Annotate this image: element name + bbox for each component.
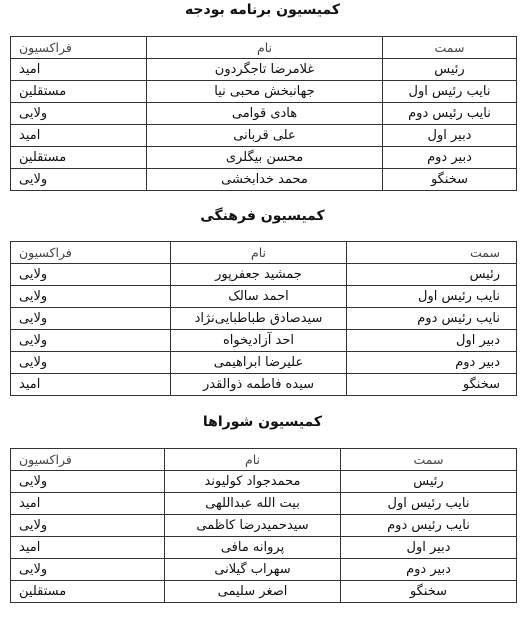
section-title-cultural: کمیسیون فرهنگی (200, 208, 325, 224)
name-cell: جهانبخش محبی نیا (147, 81, 383, 103)
role-cell: دبیر دوم (347, 352, 517, 374)
faction-cell: ولایی (11, 330, 171, 352)
table-row (11, 493, 517, 515)
table-row (11, 264, 517, 286)
faction-cell: امید (11, 537, 165, 559)
name-cell: جمشید جعفرپور (171, 264, 347, 286)
name-cell: علیرضا ابراهیمی (171, 352, 347, 374)
table-row (11, 125, 517, 147)
role-cell: نایب رئیس دوم (341, 515, 517, 537)
faction-cell: ولایی (11, 559, 165, 581)
table-header-row (11, 242, 517, 264)
role-cell: رئیس (383, 59, 517, 81)
table-row (11, 352, 517, 374)
section-title-budget: کمیسیون برنامه بودجه (184, 2, 341, 18)
header-name: نام (165, 449, 341, 471)
table-row (11, 103, 517, 125)
name-cell: هادی قوامی (147, 103, 383, 125)
faction-cell: ولایی (11, 471, 165, 493)
name-cell: بیت الله عبداللهی (165, 493, 341, 515)
name-cell: سیدحمیدرضا کاظمی (165, 515, 341, 537)
name-cell: غلامرضا تاجگردون (147, 59, 383, 81)
role-cell: سخنگو (347, 374, 517, 396)
header-faction: فراکسیون (11, 449, 165, 471)
table-row (11, 537, 517, 559)
role-cell: دبیر اول (341, 537, 517, 559)
name-cell: سیدصادق طباطبایی‌نژاد (171, 308, 347, 330)
councils-commission-table (10, 448, 517, 603)
faction-cell: امید (11, 374, 171, 396)
name-cell: محمدجواد کولیوند (165, 471, 341, 493)
name-cell: پروانه مافی (165, 537, 341, 559)
role-cell: رئیس (347, 264, 517, 286)
role-cell: سخنگو (383, 169, 517, 191)
name-cell: سهراب گیلانی (165, 559, 341, 581)
role-cell: نایب رئیس دوم (347, 308, 517, 330)
header-role: سمت (341, 449, 517, 471)
section-title-councils: کمیسیون شوراها (202, 414, 323, 430)
table-row (11, 81, 517, 103)
name-cell: سیده فاطمه ذوالقدر (171, 374, 347, 396)
name-cell: اصغر سلیمی (165, 581, 341, 603)
role-cell: رئیس (341, 471, 517, 493)
role-cell: نایب رئیس اول (383, 81, 517, 103)
role-cell: سخنگو (341, 581, 517, 603)
name-cell: احد آزادیخواه (171, 330, 347, 352)
header-faction: فراکسیون (11, 242, 171, 264)
faction-cell: امید (11, 125, 147, 147)
name-cell: علی قربانی (147, 125, 383, 147)
table-row (11, 330, 517, 352)
table-row (11, 559, 517, 581)
table-row (11, 286, 517, 308)
role-cell: دبیر دوم (341, 559, 517, 581)
faction-cell: ولایی (11, 264, 171, 286)
role-cell: نایب رئیس اول (341, 493, 517, 515)
faction-cell: ولایی (11, 308, 171, 330)
faction-cell: ولایی (11, 169, 147, 191)
table-header-row (11, 449, 517, 471)
header-faction: فراکسیون (11, 37, 147, 59)
table-row (11, 471, 517, 493)
faction-cell: ولایی (11, 515, 165, 537)
faction-cell: امید (11, 59, 147, 81)
role-cell: دبیر دوم (383, 147, 517, 169)
table-row (11, 515, 517, 537)
name-cell: احمد سالک (171, 286, 347, 308)
role-cell: نایب رئیس اول (347, 286, 517, 308)
role-cell: دبیر اول (347, 330, 517, 352)
faction-cell: مستقلین (11, 581, 165, 603)
name-cell: محسن بیگلری (147, 147, 383, 169)
table-row (11, 169, 517, 191)
name-cell: محمد خدابخشی (147, 169, 383, 191)
faction-cell: ولایی (11, 352, 171, 374)
header-name: نام (147, 37, 383, 59)
table-header-row (11, 37, 517, 59)
header-role: سمت (383, 37, 517, 59)
role-cell: دبیر اول (383, 125, 517, 147)
cultural-commission-table (10, 241, 517, 396)
faction-cell: مستقلین (11, 81, 147, 103)
faction-cell: مستقلین (11, 147, 147, 169)
table-row (11, 147, 517, 169)
table-row (11, 59, 517, 81)
faction-cell: امید (11, 493, 165, 515)
table-row (11, 374, 517, 396)
header-role: سمت (347, 242, 517, 264)
budget-commission-table (10, 36, 517, 191)
header-name: نام (171, 242, 347, 264)
table-row (11, 581, 517, 603)
faction-cell: ولایی (11, 286, 171, 308)
table-row (11, 308, 517, 330)
role-cell: نایب رئیس دوم (383, 103, 517, 125)
faction-cell: ولایی (11, 103, 147, 125)
